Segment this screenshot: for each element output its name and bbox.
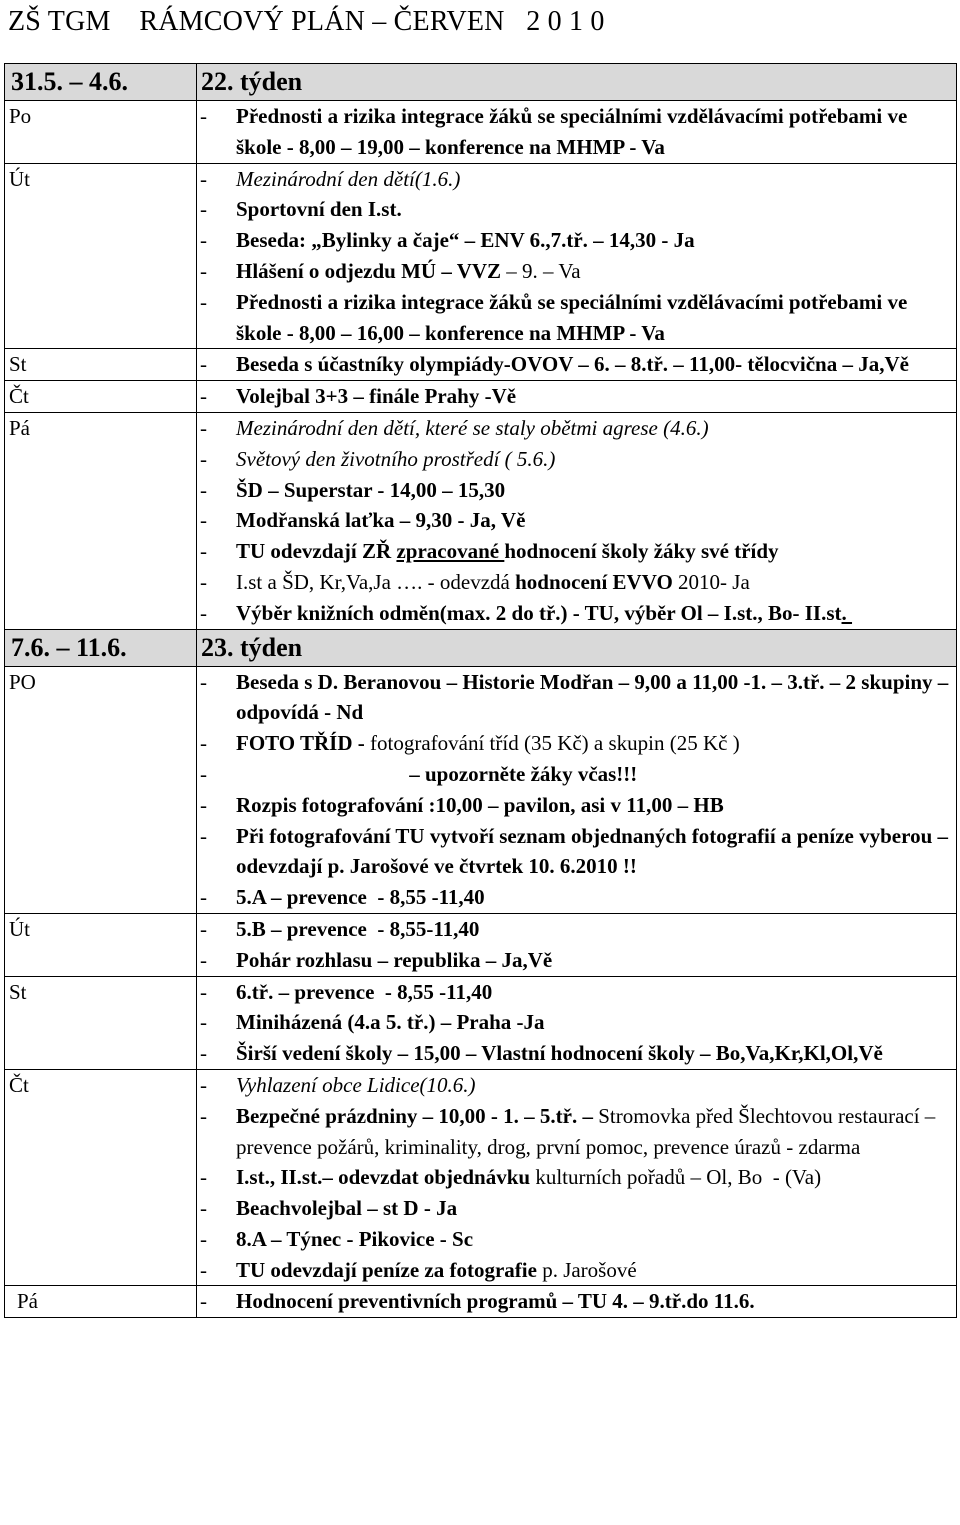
event-text-segment: Pohár rozhlasu – republika – Ja,Vě <box>236 947 553 972</box>
day-name: St <box>5 976 197 1069</box>
event-item <box>197 349 956 380</box>
week-header-row <box>5 64 957 101</box>
day-items-cell <box>197 1286 957 1318</box>
week-header-row <box>5 629 957 666</box>
day-row <box>5 666 957 913</box>
event-text-segment: Beachvolejbal – st D - Ja <box>236 1196 458 1221</box>
event-item <box>197 1038 956 1069</box>
week-range: 31.5. – 4.6. <box>5 64 197 101</box>
day-items-cell <box>197 913 957 976</box>
event-text-segment: p. Jarošové <box>542 1257 637 1282</box>
day-row <box>5 163 957 349</box>
event-item <box>197 977 956 1008</box>
day-items-cell <box>197 381 957 413</box>
event-text-segment: hodnocení školy žáky své třídy <box>504 539 779 564</box>
event-text-segment: . <box>841 600 853 625</box>
event-item <box>197 945 956 976</box>
event-text-segment: Světový den životního prostředí ( 5.6.) <box>236 446 556 471</box>
event-list <box>197 914 956 976</box>
event-text-segment: Mezinárodní den dětí(1.6.) <box>236 166 461 191</box>
event-text-segment: 5.B – prevence - 8,55-11,40 <box>236 916 480 941</box>
day-items-cell <box>197 349 957 381</box>
event-item <box>197 444 956 475</box>
event-list <box>197 349 956 380</box>
day-row <box>5 976 957 1069</box>
day-name: Pá <box>5 412 197 629</box>
event-list <box>197 977 956 1069</box>
day-row <box>5 913 957 976</box>
event-list <box>197 381 956 412</box>
event-text-segment: fotografování tříd (35 Kč) a skupin (25 Kč ) <box>370 731 740 756</box>
event-item <box>197 759 956 790</box>
event-list <box>197 413 956 629</box>
event-text-segment: 6.tř. – prevence - 8,55 -11,40 <box>236 979 493 1004</box>
event-list <box>197 101 956 163</box>
event-item <box>197 567 956 598</box>
event-item <box>197 1224 956 1255</box>
day-name: Út <box>5 163 197 349</box>
event-text-segment: 2010- Ja <box>672 569 750 594</box>
event-item <box>197 256 956 287</box>
event-text-segment: Širší vedení školy – 15,00 – Vlastní hodnocení školy – Bo,Va,Kr,Kl,Ol,Vě <box>236 1041 883 1066</box>
week-range: 7.6. – 11.6. <box>5 629 197 666</box>
day-row <box>5 412 957 629</box>
event-text-segment: I.st., II.st.– odevzdat objednávku <box>236 1165 536 1190</box>
event-item <box>197 413 956 444</box>
week-label: 22. týden <box>197 64 957 101</box>
event-text-segment: TU odevzdají ZŘ <box>236 539 397 564</box>
day-name: Po <box>5 101 197 164</box>
event-item <box>197 287 956 349</box>
day-items-cell <box>197 412 957 629</box>
event-item <box>197 225 956 256</box>
day-name: St <box>5 349 197 381</box>
event-item <box>197 598 956 629</box>
event-list <box>197 667 956 913</box>
day-row <box>5 101 957 164</box>
event-list <box>197 1286 956 1317</box>
event-item <box>197 1193 956 1224</box>
event-text-segment: Přednosti a rizika integrace žáků se speciálními vzdělávacími potřebami ve škole - 8,00 – 16,00 – konference na MHMP - Va <box>236 289 913 345</box>
plan-table-body <box>5 64 957 1318</box>
event-item <box>197 914 956 945</box>
event-item <box>197 790 956 821</box>
event-item <box>197 164 956 195</box>
day-items-cell <box>197 1069 957 1286</box>
event-text-segment: – 9. – Va <box>506 258 581 283</box>
event-item <box>197 381 956 412</box>
event-item <box>197 821 956 883</box>
day-name: Pá <box>5 1286 197 1318</box>
event-text-segment: Miniházená (4.a 5. tř.) – Praha -Ja <box>236 1010 545 1035</box>
day-name: Čt <box>5 1069 197 1286</box>
event-item <box>197 1070 956 1101</box>
event-text-segment: 5.A – prevence - 8,55 -11,40 <box>236 885 485 910</box>
event-item <box>197 1101 956 1163</box>
event-text-segment: Vyhlazení obce Lidice(10.6.) <box>236 1072 476 1097</box>
event-text-segment: Rozpis fotografování :10,00 – pavilon, asi v 11,00 – HB <box>236 792 724 817</box>
event-text-segment: ŠD – Superstar - 14,00 – 15,30 <box>236 477 506 502</box>
event-item <box>197 667 956 729</box>
event-list <box>197 1070 956 1286</box>
day-row <box>5 1069 957 1286</box>
event-text-segment: Bezpečné prázdniny – 10,00 - 1. – 5.tř. – <box>236 1103 599 1128</box>
event-text-segment: zpracované <box>396 539 505 564</box>
event-text-segment: I.st a ŠD, Kr,Va,Ja …. - odevzdá <box>236 569 516 594</box>
event-text-segment: Přednosti a rizika integrace žáků se speciálními vzdělávacími potřebami ve škole - 8,00 – 19,00 – konference na MHMP - Va <box>236 104 913 159</box>
event-text-segment: FOTO TŘÍD - <box>236 731 370 756</box>
event-text-segment: 8.A – Týnec - Pikovice - Sc <box>236 1226 474 1251</box>
document-title: ZŠ TGM RÁMCOVÝ PLÁN – ČERVEN 2 0 1 0 <box>8 6 605 37</box>
event-item <box>197 1255 956 1286</box>
event-text-segment: Sportovní den I.st. <box>236 197 402 222</box>
day-name: PO <box>5 666 197 913</box>
event-text-segment: Hodnocení preventivních programů – TU 4. – 9.tř.do 11.6. <box>236 1289 755 1314</box>
day-row <box>5 381 957 413</box>
event-item <box>197 728 956 759</box>
event-text-segment: Stromovka před Šlechtovou restaurací – prevence požárů, kriminality, drog, první pomoc, prevence úrazů - zdarma <box>236 1103 941 1159</box>
day-row <box>5 1286 957 1318</box>
day-items-cell <box>197 666 957 913</box>
event-text-segment: – upozorněte žáky včas!!! <box>236 761 638 786</box>
event-item <box>197 1286 956 1317</box>
event-item <box>197 1162 956 1193</box>
event-item <box>197 536 956 567</box>
event-text-segment: Výběr knižních odměn(max. 2 do tř.) - TU, výběr Ol – I.st., Bo- II.st <box>236 600 842 625</box>
event-item <box>197 194 956 225</box>
event-list <box>197 164 956 349</box>
day-name: Čt <box>5 381 197 413</box>
plan-table <box>4 63 957 1318</box>
day-items-cell <box>197 101 957 164</box>
event-text-segment: TU odevzdají peníze za fotografie <box>236 1257 543 1282</box>
event-item <box>197 101 956 163</box>
event-text-segment: kulturních pořadů – Ol, Bo - (Va) <box>535 1165 822 1190</box>
event-text-segment: Mezinárodní den dětí, které se staly obětmi agrese (4.6.) <box>236 415 709 440</box>
day-items-cell <box>197 976 957 1069</box>
day-name: Út <box>5 913 197 976</box>
event-item <box>197 475 956 506</box>
week-label: 23. týden <box>197 629 957 666</box>
event-text-segment: Hlášení o odjezdu MÚ – VVZ <box>236 258 507 283</box>
event-item <box>197 1007 956 1038</box>
event-text-segment: Beseda s účastníky olympiády-OVOV – 6. – 8.tř. – 11,00- tělocvična – Ja,Vě <box>236 352 909 377</box>
event-item <box>197 505 956 536</box>
event-item <box>197 882 956 913</box>
day-items-cell <box>197 163 957 349</box>
day-row <box>5 349 957 381</box>
event-text-segment: Volejbal 3+3 – finále Prahy -Vě <box>236 384 517 409</box>
event-text-segment: hodnocení EVVO <box>515 569 673 594</box>
event-text-segment: Beseda s D. Beranovou – Historie Modřan – 9,00 a 11,00 -1. – 3.tř. – 2 skupiny – odpovídá - Nd <box>236 669 954 725</box>
event-text-segment: Modřanská laťka – 9,30 - Ja, Vě <box>236 508 526 533</box>
event-text-segment: Beseda: „Bylinky a čaje“ – ENV 6.,7.tř. – 14,30 - Ja <box>236 228 695 253</box>
event-text-segment: Při fotografování TU vytvoří seznam objednaných fotografií a peníze vyberou – odevzdají p. Jarošové ve čtvrtek 10. 6.2010 !! <box>236 823 954 879</box>
